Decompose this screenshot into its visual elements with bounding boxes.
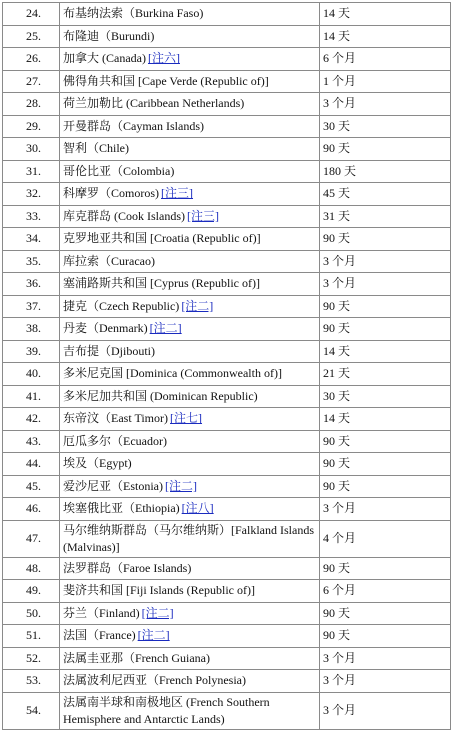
table-row [3, 580, 451, 603]
country-name: 布基纳法索（Burkina Faso) [63, 6, 204, 21]
stay-duration: 180 天 [320, 160, 451, 183]
row-number: 50. [3, 602, 60, 625]
country-cell [60, 520, 320, 557]
country-cell [60, 318, 320, 341]
stay-duration: 14 天 [320, 340, 451, 363]
country-name: 法属圭亚那（French Guiana) [63, 650, 210, 665]
stay-duration: 3 个月 [320, 647, 451, 670]
table-body [3, 3, 451, 730]
country-cell [60, 498, 320, 521]
country-name: 法国（France) [63, 628, 136, 643]
footnote-link[interactable]: [注三] [161, 186, 194, 201]
table-row [3, 318, 451, 341]
table-row [3, 25, 451, 48]
country-name: 布隆迪（Burundi) [63, 28, 155, 43]
stay-duration: 1 个月 [320, 70, 451, 93]
country-name: 法属波利尼西亚（French Polynesia) [63, 673, 246, 688]
row-number: 35. [3, 250, 60, 273]
table-row [3, 670, 451, 693]
row-number: 29. [3, 115, 60, 138]
country-name: 克罗地亚共和国 [Croatia (Republic of)] [63, 231, 261, 246]
row-number: 46. [3, 498, 60, 521]
row-number: 32. [3, 183, 60, 206]
country-cell [60, 273, 320, 296]
table-row [3, 228, 451, 251]
stay-duration: 90 天 [320, 557, 451, 580]
country-cell [60, 48, 320, 71]
country-name: 多米尼克国 [Dominica (Commonwealth of)] [63, 366, 282, 381]
table-row [3, 453, 451, 476]
stay-duration: 14 天 [320, 3, 451, 26]
country-cell [60, 295, 320, 318]
stay-duration: 3 个月 [320, 498, 451, 521]
table-row [3, 183, 451, 206]
row-number: 44. [3, 453, 60, 476]
stay-duration: 90 天 [320, 625, 451, 648]
table-row [3, 48, 451, 71]
footnote-link[interactable]: [注二] [181, 298, 214, 313]
table-row [3, 625, 451, 648]
row-number: 47. [3, 520, 60, 557]
footnote-link[interactable]: [注六] [147, 51, 180, 66]
row-number: 43. [3, 430, 60, 453]
footnote-link[interactable]: [注二] [165, 478, 197, 493]
stay-duration: 6 个月 [320, 580, 451, 603]
country-cell [60, 115, 320, 138]
table-row [3, 138, 451, 161]
table-row [3, 160, 451, 183]
table-row [3, 602, 451, 625]
row-number: 31. [3, 160, 60, 183]
row-number: 28. [3, 93, 60, 116]
row-number: 41. [3, 385, 60, 408]
country-cell [60, 580, 320, 603]
country-cell [60, 70, 320, 93]
row-number: 51. [3, 625, 60, 648]
stay-duration: 3 个月 [320, 93, 451, 116]
stay-duration: 3 个月 [320, 692, 451, 729]
country-cell [60, 250, 320, 273]
row-number: 36. [3, 273, 60, 296]
table-row [3, 250, 451, 273]
row-number: 42. [3, 408, 60, 431]
table-row [3, 70, 451, 93]
table-row [3, 205, 451, 228]
row-number: 34. [3, 228, 60, 251]
row-number: 54. [3, 692, 60, 729]
country-name: 塞浦路斯共和国 [Cyprus (Republic of)] [63, 276, 260, 291]
country-cell [60, 183, 320, 206]
country-name: 捷克（Czech Republic) [63, 298, 180, 313]
table-row [3, 475, 451, 498]
table-row [3, 340, 451, 363]
stay-duration: 14 天 [320, 25, 451, 48]
country-name: 多米尼加共和国 (Dominican Republic) [63, 388, 258, 403]
stay-duration: 3 个月 [320, 670, 451, 693]
footnote-link[interactable]: [注二] [149, 321, 182, 336]
country-cell [60, 160, 320, 183]
country-name: 芬兰（Finland) [63, 605, 140, 620]
row-number: 52. [3, 647, 60, 670]
country-name: 库克群岛 (Cook Islands) [63, 208, 185, 223]
stay-duration: 30 天 [320, 115, 451, 138]
country-cell [60, 670, 320, 693]
table-row [3, 273, 451, 296]
row-number: 49. [3, 580, 60, 603]
footnote-link[interactable]: [注七] [170, 411, 203, 426]
stay-duration: 90 天 [320, 228, 451, 251]
row-number: 30. [3, 138, 60, 161]
stay-duration: 6 个月 [320, 48, 451, 71]
country-name: 开曼群岛（Cayman Islands) [63, 118, 204, 133]
stay-duration: 14 天 [320, 408, 451, 431]
country-cell [60, 228, 320, 251]
country-name: 马尔维纳斯群岛（马尔维纳斯）[Falkland Islands (Malvinas)] [63, 522, 314, 554]
table-row [3, 557, 451, 580]
country-name: 荷兰加勒比 (Caribbean Netherlands) [63, 96, 245, 111]
country-cell [60, 340, 320, 363]
row-number: 53. [3, 670, 60, 693]
row-number: 33. [3, 205, 60, 228]
stay-duration: 90 天 [320, 138, 451, 161]
country-cell [60, 647, 320, 670]
row-number: 27. [3, 70, 60, 93]
table-row [3, 385, 451, 408]
country-name: 加拿大 (Canada) [63, 51, 146, 66]
stay-duration: 90 天 [320, 602, 451, 625]
row-number: 24. [3, 3, 60, 26]
country-cell [60, 692, 320, 729]
stay-duration: 30 天 [320, 385, 451, 408]
stay-duration: 90 天 [320, 295, 451, 318]
row-number: 25. [3, 25, 60, 48]
stay-duration: 21 天 [320, 363, 451, 386]
country-name: 库拉索（Curacao) [63, 253, 155, 268]
country-cell [60, 205, 320, 228]
country-name: 法属南半球和南极地区 (French Southern Hemisphere and Antarctic Lands) [63, 694, 270, 726]
country-name: 科摩罗（Comoros) [63, 186, 160, 201]
table-row [3, 498, 451, 521]
row-number: 48. [3, 557, 60, 580]
table-row [3, 520, 451, 557]
country-name: 丹麦（Denmark) [63, 321, 148, 336]
country-cell [60, 25, 320, 48]
row-number: 38. [3, 318, 60, 341]
country-name: 吉布提（Djibouti) [63, 343, 155, 358]
country-cell [60, 3, 320, 26]
table-row [3, 115, 451, 138]
table-row [3, 93, 451, 116]
country-cell [60, 475, 320, 498]
stay-duration: 90 天 [320, 430, 451, 453]
country-cell [60, 602, 320, 625]
stay-duration: 31 天 [320, 205, 451, 228]
stay-duration: 90 天 [320, 318, 451, 341]
footnote-link[interactable]: [注二] [141, 605, 174, 620]
stay-duration: 90 天 [320, 453, 451, 476]
stay-duration: 45 天 [320, 183, 451, 206]
stay-duration: 3 个月 [320, 250, 451, 273]
country-name: 爱沙尼亚（Estonia) [63, 478, 163, 493]
table-row [3, 647, 451, 670]
country-name: 埃塞俄比亚（Ethiopia) [63, 501, 180, 516]
table-row [3, 3, 451, 26]
country-name: 东帝汶（East Timor) [63, 411, 169, 426]
country-cell [60, 93, 320, 116]
country-cell [60, 385, 320, 408]
country-cell [60, 453, 320, 476]
visa-free-table [2, 2, 451, 730]
stay-duration: 4 个月 [320, 520, 451, 557]
footnote-link[interactable]: [注三] [187, 208, 219, 223]
country-cell [60, 363, 320, 386]
country-name: 法罗群岛（Faroe Islands) [63, 560, 192, 575]
country-name: 埃及（Egypt) [63, 456, 132, 471]
row-number: 26. [3, 48, 60, 71]
footnote-link[interactable]: [注八] [181, 501, 214, 516]
table-row [3, 408, 451, 431]
country-name: 智利（Chile) [63, 141, 129, 156]
table-row [3, 692, 451, 729]
row-number: 37. [3, 295, 60, 318]
footnote-link[interactable]: [注二] [137, 628, 170, 643]
country-cell [60, 138, 320, 161]
row-number: 39. [3, 340, 60, 363]
country-cell [60, 408, 320, 431]
country-name: 厄瓜多尔（Ecuador) [63, 433, 167, 448]
country-cell [60, 557, 320, 580]
country-cell [60, 625, 320, 648]
country-name: 哥伦比亚（Colombia) [63, 163, 175, 178]
row-number: 40. [3, 363, 60, 386]
table-row [3, 295, 451, 318]
country-name: 佛得角共和国 [Cape Verde (Republic of)] [63, 73, 269, 88]
stay-duration: 3 个月 [320, 273, 451, 296]
country-cell [60, 430, 320, 453]
table-row [3, 430, 451, 453]
country-name: 斐济共和国 [Fiji Islands (Republic of)] [63, 583, 255, 598]
stay-duration: 90 天 [320, 475, 451, 498]
table-row [3, 363, 451, 386]
row-number: 45. [3, 475, 60, 498]
